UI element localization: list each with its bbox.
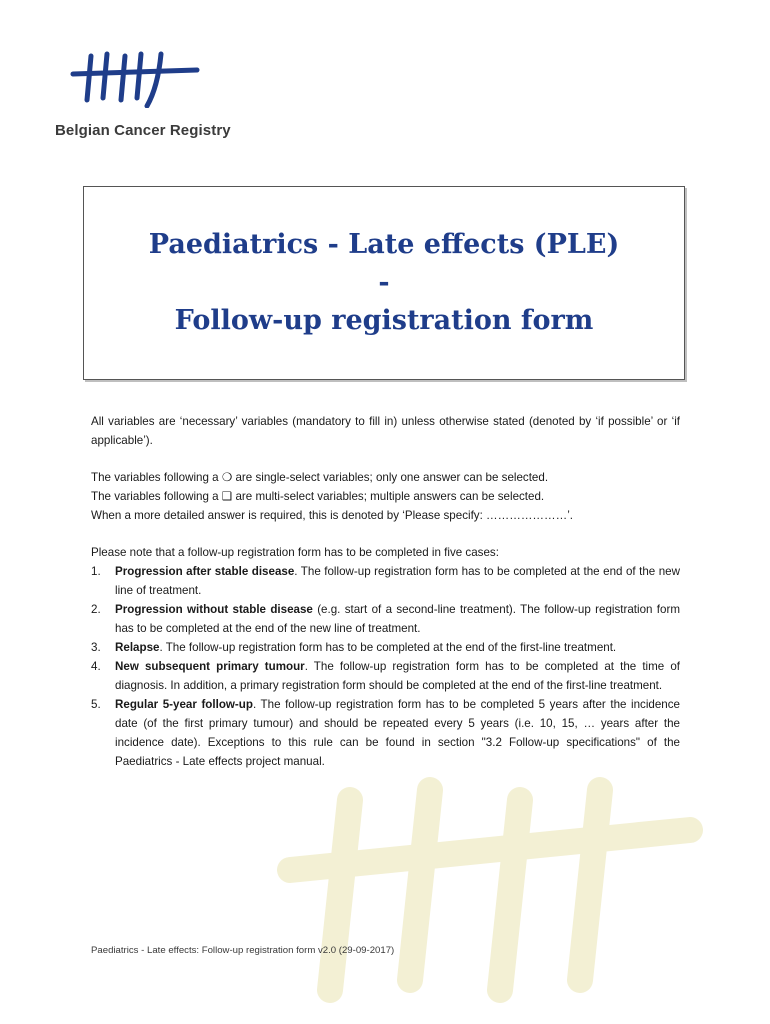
- single-select-suffix: are single-select variables; only one answer can be selected.: [235, 471, 549, 484]
- item-text: (e.g. start of a second-line treatment). The follow-up registration form has to be completed at the end of the new line of treatment.: [115, 603, 680, 635]
- organization-name: Belgian Cancer Registry: [55, 122, 231, 139]
- single-select-prefix: The variables following a: [91, 471, 219, 484]
- page-footer: Paediatrics - Late effects: Follow-up registration form v2.0 (29-09-2017): [91, 945, 395, 956]
- list-item: [91, 695, 680, 771]
- item-text: . The follow-up registration form has to be completed at the end of the new line of treatment.: [115, 565, 680, 597]
- specify-note: When a more detailed answer is required, this is denoted by ‘Please specify: …………………’.: [91, 509, 573, 522]
- item-text: . The follow-up registration form has to be completed at the time of diagnosis. In addition, a primary registration form should be completed at the end of the first-line treatment.: [115, 660, 680, 692]
- cases-list: [91, 562, 680, 771]
- list-item: [91, 600, 680, 638]
- item-text: . The follow-up registration form has to be completed at the end of the first-line treatment.: [159, 641, 617, 654]
- form-title: Paediatrics - Late effects (PLE): [148, 229, 620, 260]
- item-heading: Progression after stable disease: [115, 565, 295, 578]
- item-heading: Progression without stable disease: [115, 603, 313, 616]
- multi-select-note: [91, 487, 680, 506]
- form-subtitle: Follow-up registration form: [174, 305, 594, 336]
- item-heading: New subsequent primary tumour: [115, 660, 305, 673]
- radio-symbol-icon: ❍: [221, 471, 233, 484]
- list-item: [91, 562, 680, 600]
- mandatory-note: All variables are ‘necessary’ variables (mandatory to fill in) unless otherwise stated (denoted by ‘if possible’ or ‘if applicable’).: [91, 415, 680, 447]
- item-heading: Relapse: [115, 641, 160, 654]
- registry-logo-icon: [69, 50, 209, 108]
- item-number: 4.: [91, 660, 101, 673]
- multi-select-prefix: The variables following a: [91, 490, 219, 503]
- list-item: [91, 638, 680, 657]
- multi-select-suffix: are multi-select variables; multiple answers can be selected.: [235, 490, 545, 503]
- item-number: 5.: [91, 698, 101, 711]
- single-select-note: [91, 468, 680, 487]
- registry-watermark-icon: [270, 760, 710, 1010]
- item-text: . The follow-up registration form has to be completed 5 years after the incidence date (of the first primary tumour) and should be repeated every 5 years (i.e. 10, 15, … years after the incidence date). Exceptions to this rule can be found in section "3.2 Follow-up specifications" of the Paediatrics - Late effects project manual.: [115, 698, 681, 768]
- list-item: [91, 657, 680, 695]
- checkbox-symbol-icon: ❑: [221, 490, 233, 503]
- item-number: 1.: [91, 565, 101, 578]
- instructions: [91, 412, 680, 771]
- registry-logo: [55, 50, 231, 145]
- title-separator: -: [378, 267, 390, 298]
- title-box: [83, 186, 685, 380]
- item-number: 3.: [91, 641, 101, 654]
- item-number: 2.: [91, 603, 101, 616]
- cases-intro: Please note that a follow-up registration form has to be completed in five cases:: [91, 546, 499, 559]
- item-heading: Regular 5-year follow-up: [115, 698, 253, 711]
